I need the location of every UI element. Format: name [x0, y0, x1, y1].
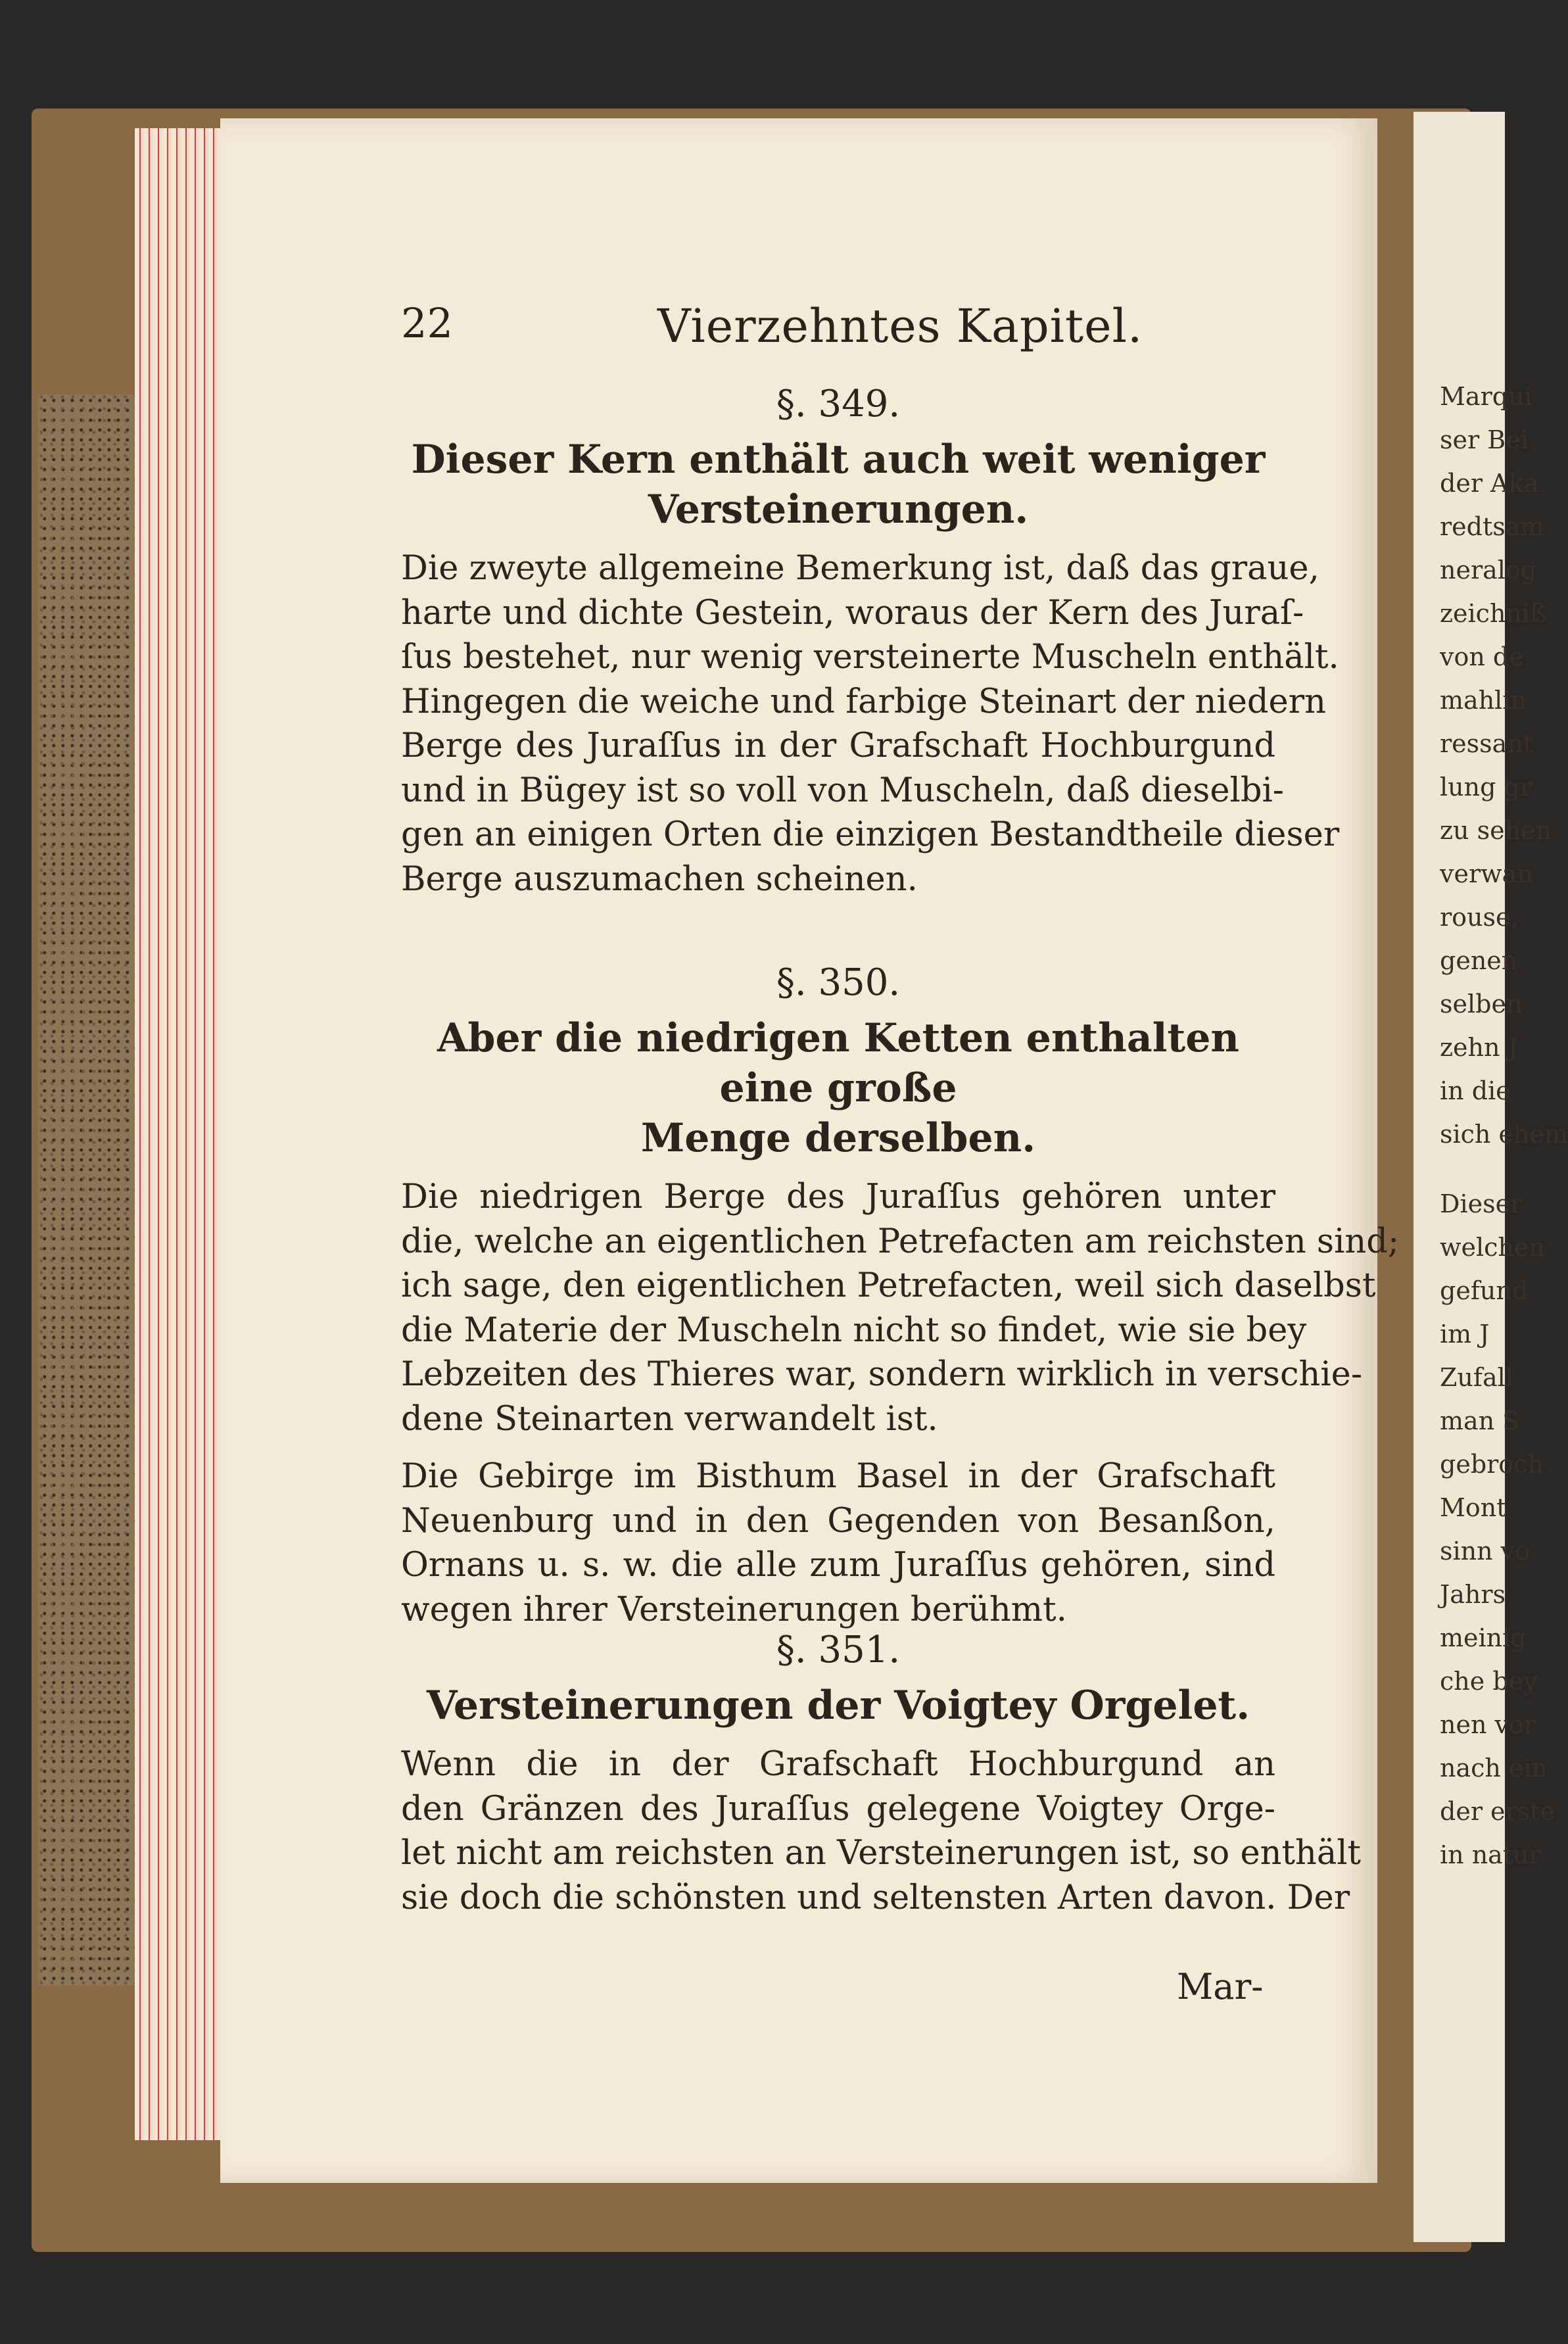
page-number: 22	[401, 299, 453, 347]
text-line: die, welche an eigentlichen Petrefacten am reichsten sind;	[401, 1222, 1400, 1261]
facing-page-line: gefund	[1440, 1276, 1529, 1305]
facing-page-line: meinig	[1440, 1623, 1527, 1652]
text-line: let nicht am reichsten an Versteinerungen ist, so enthält	[401, 1834, 1362, 1873]
text-line: dene Steinarten verwandelt ist.	[401, 1399, 938, 1439]
facing-page-line: welchen	[1440, 1233, 1545, 1262]
facing-page-line: ressant	[1440, 729, 1534, 758]
heading-line: Dieser Kern enthält auch weit weniger	[411, 437, 1266, 483]
text-line: Die niedrigen Berge des Juraſſus gehören unter	[401, 1178, 1275, 1216]
facing-page-line: der erste	[1440, 1797, 1555, 1826]
text-line: ſus bestehet, nur wenig versteinerte Muscheln enthält.	[401, 638, 1339, 677]
paragraph	[401, 1175, 1400, 1441]
facing-page-line: Zufall	[1440, 1363, 1513, 1392]
facing-page-line: zeichniß	[1440, 599, 1547, 628]
running-head	[401, 299, 1275, 358]
section-351	[401, 1624, 1362, 1920]
page-edges	[135, 128, 227, 2140]
text-line: wegen ihrer Versteinerungen berühmt.	[401, 1590, 1067, 1629]
heading-line: Versteinerungen.	[648, 487, 1029, 533]
text-line: Berge des Juraſſus in der Grafschaft Hochburgund	[401, 727, 1275, 765]
text-line: gen an einigen Orten die einzigen Bestandtheile dieser	[401, 815, 1340, 854]
section-349	[401, 378, 1340, 901]
facing-page-line: verwan	[1440, 859, 1533, 888]
facing-page-line: che bey	[1440, 1667, 1538, 1696]
heading-line: Menge derselben.	[640, 1115, 1036, 1161]
facing-page-line: redtsam	[1440, 512, 1544, 541]
section-heading	[401, 1013, 1275, 1163]
running-title: Vierzehntes Kapitel.	[657, 299, 1143, 353]
facing-page-line: selben	[1440, 990, 1523, 1018]
facing-page	[1414, 112, 1568, 2242]
text-line: harte und dichte Gestein, woraus der Kern des Juraſ-	[401, 593, 1304, 633]
facing-page-line: in die	[1440, 1076, 1511, 1105]
facing-page-line: der Aka	[1440, 469, 1539, 498]
facing-page-line: genen	[1440, 946, 1518, 975]
section-heading	[401, 435, 1275, 535]
text-line: Die Gebirge im Bisthum Basel in der Grafschaft	[401, 1457, 1275, 1496]
facing-page-text	[1414, 375, 1568, 1877]
facing-page-line: zehn J	[1440, 1033, 1518, 1062]
text-line: Lebzeiten des Thieres war, sondern wirklich in verschie-	[401, 1355, 1363, 1394]
facing-page-line: nach ein	[1440, 1754, 1548, 1782]
facing-page-line: Marqui	[1440, 382, 1532, 411]
text-line: und in Bügey ist so voll von Muscheln, daß dieselbi-	[401, 771, 1285, 810]
text-line: Berge auszumachen scheinen.	[401, 859, 918, 899]
facing-page-line: in natur	[1440, 1840, 1541, 1869]
text-line: Ornans u. s. w. die alle zum Juraſſus gehören, sind	[401, 1546, 1275, 1585]
facing-page-line: sich ehem	[1440, 1120, 1568, 1149]
facing-page-line: sinn vo	[1440, 1537, 1531, 1566]
facing-page-line: mahlin	[1440, 686, 1527, 715]
text-line: die Materie der Muscheln nicht so findet, wie sie bey	[401, 1310, 1307, 1350]
facing-page-line: im J	[1440, 1320, 1490, 1349]
heading-line: Versteinerungen der Voigtey Orgelet.	[426, 1683, 1250, 1729]
text-line: Hingegen die weiche und farbige Steinart der niedern	[401, 682, 1326, 721]
text-line: Wenn die in der Grafschaft Hochburgund an	[401, 1745, 1275, 1784]
facing-page-line: ser Bei	[1440, 425, 1529, 454]
section-number: §. 349.	[776, 383, 901, 425]
facing-page-line: von de	[1440, 642, 1524, 671]
text-line: sie doch die schönsten und seltensten Arten davon. Der	[401, 1878, 1350, 1917]
facing-page-line: zu sehen	[1440, 816, 1552, 845]
text-line: Die zweyte allgemeine Bemerkung ist, daß das graue,	[401, 549, 1319, 588]
facing-page-line: Mont	[1440, 1493, 1507, 1522]
facing-page-line: rouse,	[1440, 903, 1519, 932]
section-number: §. 351.	[776, 1629, 901, 1671]
section-350	[401, 957, 1400, 1632]
paragraph	[401, 1742, 1362, 1920]
heading-line: Aber die niedrigen Ketten enthalten eine große	[437, 1015, 1239, 1111]
section-heading	[401, 1681, 1275, 1731]
facing-page-line: Dieser	[1440, 1189, 1523, 1218]
facing-page-line: nen vor	[1440, 1710, 1536, 1739]
facing-page-line: Jahrs	[1440, 1580, 1506, 1609]
section-number: §. 350.	[776, 961, 901, 1004]
marbled-board	[38, 395, 137, 1986]
text-line: den Gränzen des Juraſſus gelegene Voigtey Orge-	[401, 1789, 1275, 1829]
facing-page-line: gebroch	[1440, 1450, 1544, 1479]
text-line: Neuenburg und in den Gegenden von Besanßon,	[401, 1501, 1275, 1541]
text-line: ich sage, den eigentlichen Petrefacten, weil sich daselbst	[401, 1266, 1376, 1305]
catchword: Mar-	[1177, 1966, 1264, 2007]
paragraph	[401, 1454, 1275, 1632]
facing-page-line: neralog	[1440, 556, 1537, 585]
paragraph	[401, 546, 1340, 901]
facing-page-line: lung gr	[1440, 773, 1532, 801]
facing-page-line: man S	[1440, 1406, 1520, 1435]
